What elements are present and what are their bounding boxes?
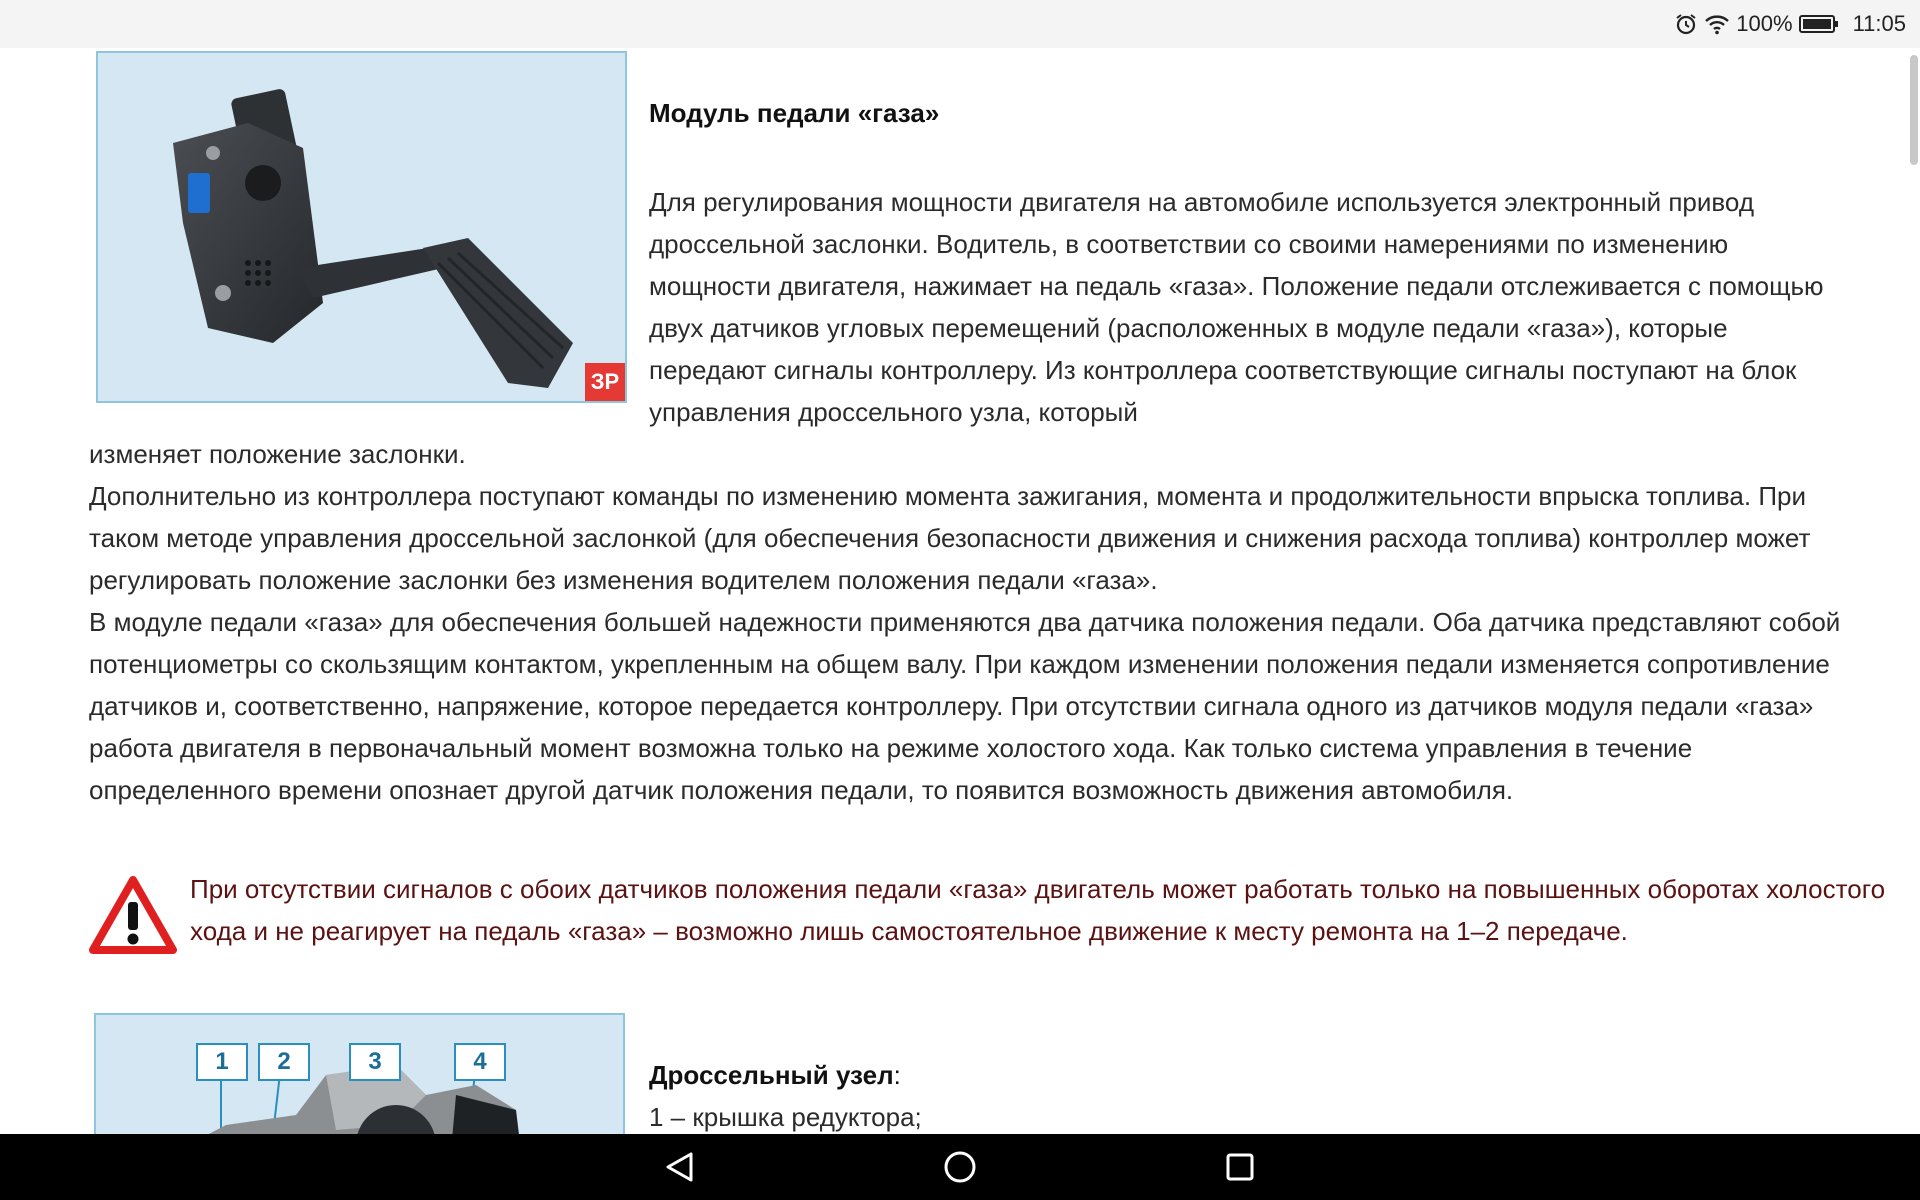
warning-text: При отсутствии сигналов с обоих датчиков положения педали «газа» двигатель может работать только на повышенных оборотах холостого хода и не реагирует на педаль «газа» – возможно лишь самостоятельное движение к месту ремонта на 1–2 передаче.	[190, 874, 1886, 946]
warning-triangle-icon	[89, 876, 177, 954]
throttle-body-image	[94, 1013, 625, 1134]
callout-1: 1	[196, 1043, 248, 1081]
alarm-icon	[1674, 12, 1698, 36]
recents-icon	[1223, 1150, 1257, 1184]
accelerator-pedal-module-image	[96, 51, 627, 403]
wifi-icon	[1704, 13, 1730, 35]
article-content[interactable]	[0, 48, 1920, 1134]
back-icon	[663, 1150, 697, 1184]
callout-4: 4	[454, 1043, 506, 1081]
callout-2: 2	[258, 1043, 310, 1081]
clock-time: 11:05	[1852, 11, 1906, 36]
recents-button[interactable]	[1210, 1142, 1270, 1192]
section-title-throttle-body	[649, 1060, 901, 1091]
battery-percent: 100%	[1736, 11, 1793, 36]
callout-3: 3	[349, 1043, 401, 1081]
legend-item-1: 1 – крышка редуктора;	[649, 1102, 922, 1132]
home-icon	[942, 1149, 978, 1185]
throttle-body-title: Дроссельный узел	[649, 1060, 894, 1090]
throttle-body-title-colon: :	[893, 1060, 901, 1090]
paragraph-pedal-sensors: В модуле педали «газа» для обеспечения большей надежности применяются два датчика положения педали. Оба датчика представляют собой потенциометры со скользящим контактом, укрепленным на общем валу. При каждом изменении положения педали изменяется сопротивление датчиков и, соответственно, напряжение, которое передается контроллеру. При отсутствии сигнала одного из датчиков модуля педали «газа» работа двигателя в первоначальный момент возможна только на режиме холостого хода. Как только система управления в течение определенного времени опознает другой датчик положения педали, то появится возможность движения автомобиля.	[89, 607, 1841, 805]
zr-watermark-badge: ЗР	[585, 363, 625, 401]
section-title-pedal-module: Модуль педали «газа»	[649, 98, 940, 128]
scrollbar[interactable]	[1910, 55, 1918, 165]
paragraph-controller-commands: Дополнительно из контроллера поступают команды по изменению момента зажигания, момента и продолжительности впрыска топлива. При таком методе управления дроссельной заслонкой (для обеспечения безопасности движения и снижения расхода топлива) контроллер может регулировать положение заслонки без изменения водителем положения педали «газа».	[89, 481, 1811, 595]
back-button[interactable]	[650, 1142, 710, 1192]
paragraph-intro-continuation: изменяет положение заслонки.	[89, 439, 466, 469]
battery-icon	[1799, 14, 1839, 34]
navigation-bar	[0, 1134, 1920, 1200]
paragraph-intro: Для регулирования мощности двигателя на автомобиле используется электронный привод дроссельной заслонки. Водитель, в соответствии со своими намерениями по изменению мощности двигателя, нажимает на педаль «газа». Положение педали отслеживается с помощью двух датчиков угловых перемещений (расположенных в модуле педали «газа»), которые передают сигналы контроллеру. Из контроллера соответствующие сигналы поступают на блок управления дроссельного узла, который	[649, 187, 1824, 427]
home-button[interactable]	[930, 1142, 990, 1192]
status-bar	[0, 0, 1920, 48]
